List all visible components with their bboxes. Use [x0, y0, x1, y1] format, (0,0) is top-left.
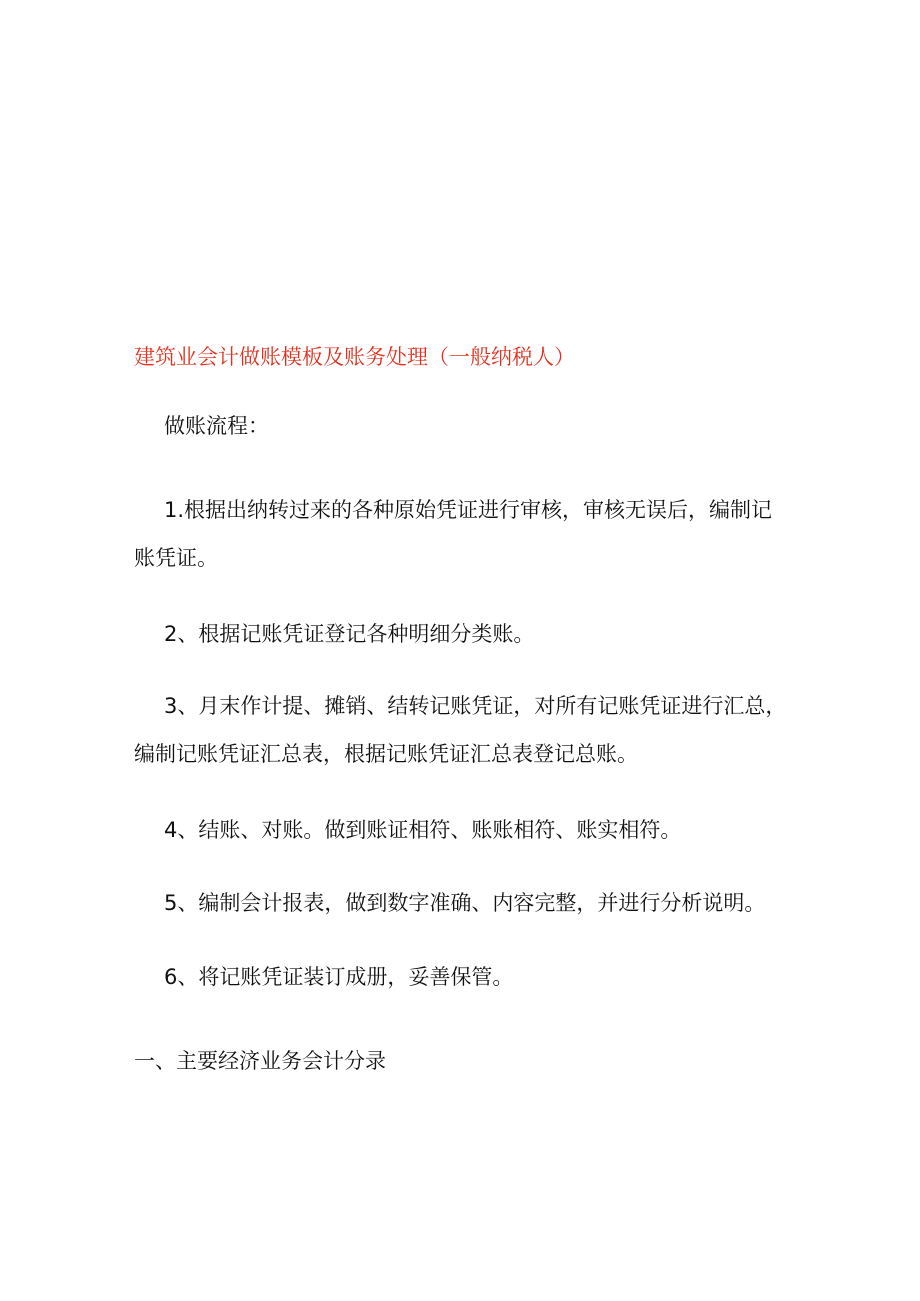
- document-title: 建筑业会计做账模板及账务处理（一般纳税人）: [134, 345, 575, 369]
- step-3-line-1: 3、月末作计提、摊销、结转记账凭证，对所有记账凭证进行汇总，: [164, 694, 787, 718]
- step-5: 5、编制会计报表，做到数字准确、内容完整，并进行分析说明。: [164, 891, 766, 915]
- section-heading: 一、主要经济业务会计分录: [134, 1049, 386, 1073]
- step-6: 6、将记账凭证装订成册，妥善保管。: [164, 965, 514, 989]
- step-3-line-2: 编制记账凭证汇总表，根据记账凭证汇总表登记总账。: [134, 742, 638, 766]
- step-1-line-1: 1.根据出纳转过来的各种原始凭证进行审核，审核无误后，编制记: [164, 498, 773, 522]
- step-2: 2、根据记账凭证登记各种明细分类账。: [164, 622, 535, 646]
- step-1-line-2: 账凭证。: [134, 546, 218, 570]
- flow-heading: 做账流程：: [164, 414, 269, 438]
- step-4: 4、结账、对账。做到账证相符、账账相符、账实相符。: [164, 818, 682, 842]
